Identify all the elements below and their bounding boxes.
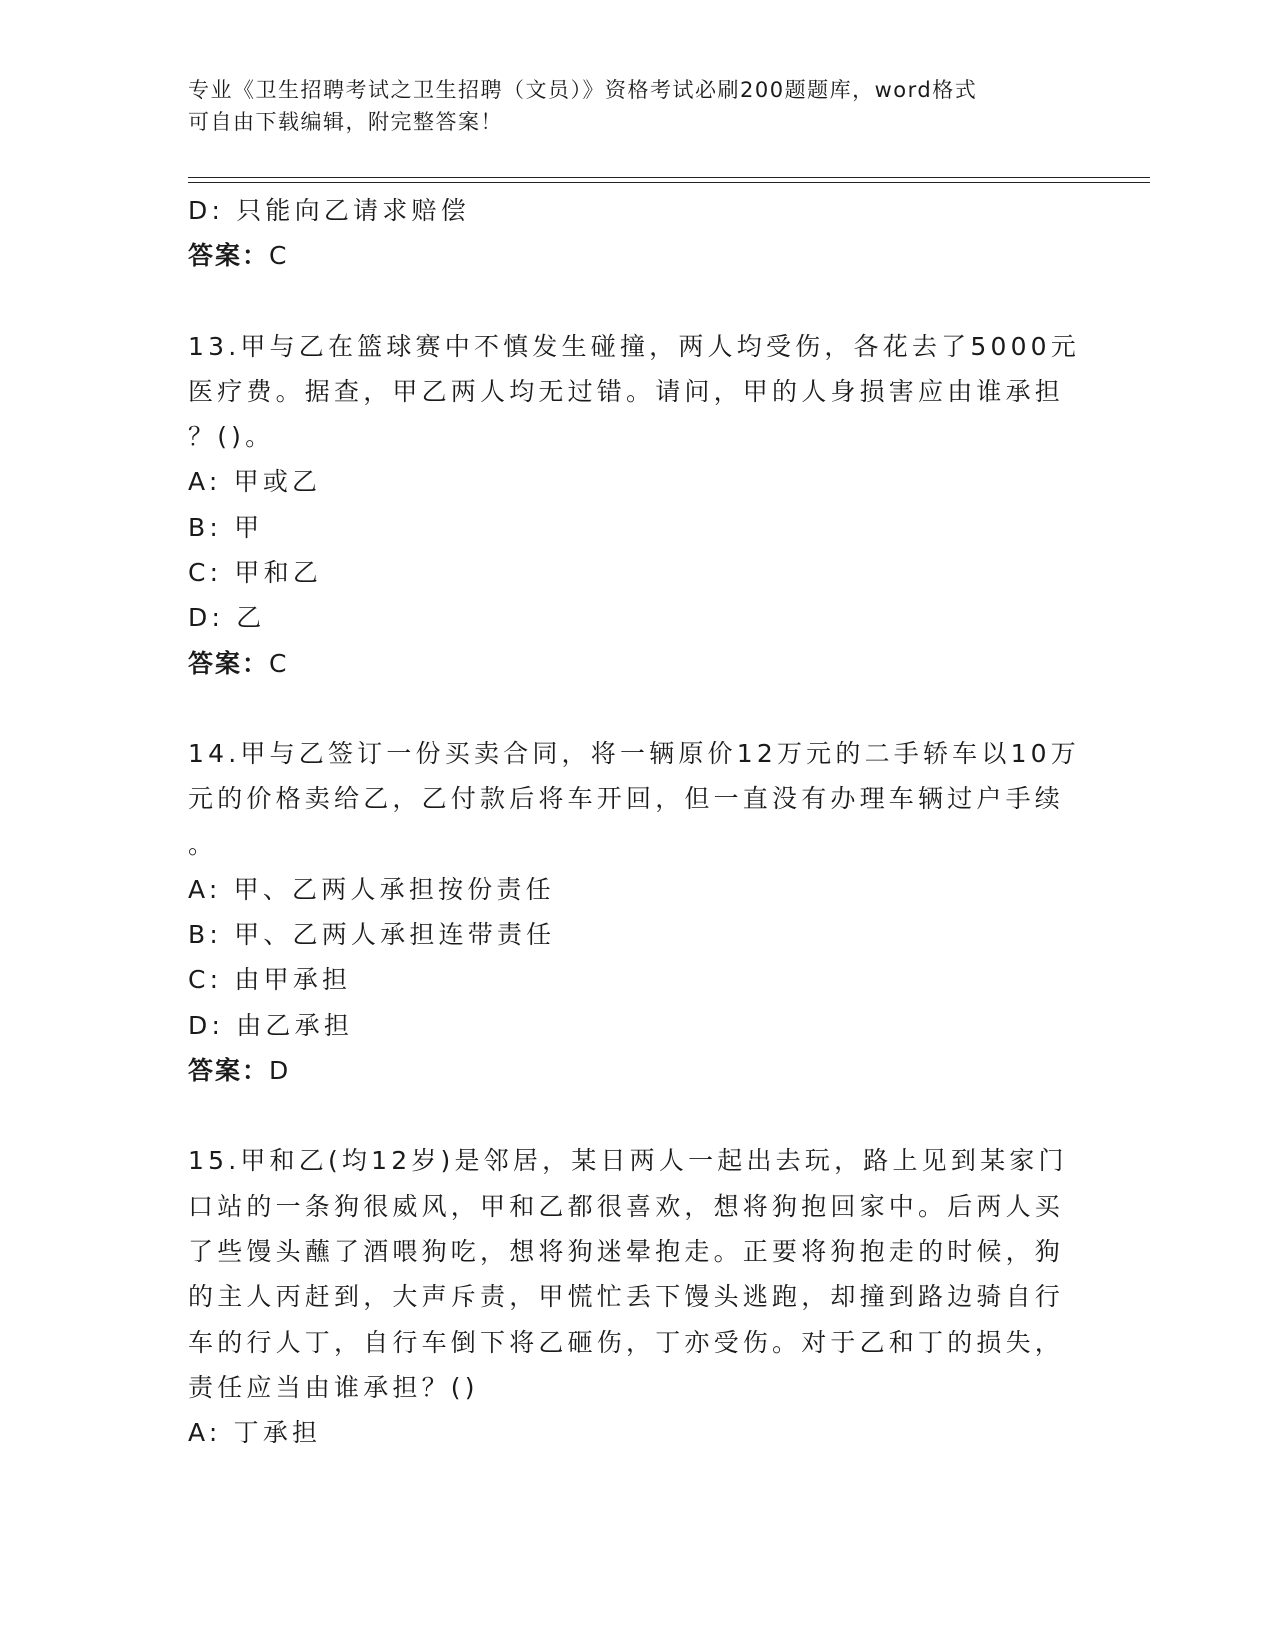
header-line-1: 专业《卫生招聘考试之卫生招聘（文员）》资格考试必刷200题题库，word格式: [188, 78, 978, 102]
header-divider-thin: [188, 182, 1150, 183]
option-d: D: 乙: [188, 603, 266, 633]
option-a: A: 甲、乙两人承担按份责任: [188, 874, 555, 904]
question-15: [188, 1138, 1068, 1455]
prev-option-d: D: 只能向乙请求赔偿: [188, 196, 470, 225]
prev-answer: [188, 233, 1068, 278]
option-c: C: 甲和乙: [188, 558, 323, 588]
question-text-line: 14.甲与乙签订一份买卖合同，将一辆原价12万元的二手轿车以10万: [188, 738, 1080, 768]
question-text-line: 的主人丙赶到，大声斥责，甲慌忙丢下馒头逃跑，却撞到路边骑自行: [188, 1282, 1065, 1312]
question-text-line: 车的行人丁，自行车倒下将乙砸伤，丁亦受伤。对于乙和丁的损失，: [188, 1327, 1065, 1357]
answer-value: D: [269, 1056, 291, 1086]
question-text-line: 责任应当由谁承担？(): [188, 1372, 479, 1402]
question-text-line: 13.甲与乙在篮球赛中不慎发生碰撞，两人均受伤，各花去了5000元: [188, 331, 1080, 361]
option-b: B: 甲: [188, 512, 264, 542]
question-text-line: 。: [188, 829, 218, 859]
question-text-line: ？()。: [188, 422, 275, 452]
option-d: D: 由乙承担: [188, 1010, 354, 1040]
answer-label: 答案：: [188, 1056, 270, 1086]
option-a: A: 甲或乙: [188, 467, 322, 497]
option-b: B: 甲、乙两人承担连带责任: [188, 920, 556, 950]
answer: [188, 641, 1068, 686]
question-text-line: 元的价格卖给乙，乙付款后将车开回，但一直没有办理车辆过户手续: [188, 784, 1065, 814]
document-header: [188, 74, 1068, 138]
question-14: [188, 731, 1080, 1093]
header-divider-thick: [188, 177, 1150, 178]
question-13: [188, 324, 1080, 686]
answer: [188, 1048, 1068, 1093]
question-text-line: 医疗费。据查，甲乙两人均无过错。请问，甲的人身损害应由谁承担: [188, 376, 1065, 406]
option-c: C: 由甲承担: [188, 965, 352, 995]
answer-value: C: [269, 241, 289, 271]
answer-label: 答案：: [188, 241, 270, 271]
question-content: [188, 188, 1080, 1455]
question-text-line: 了些馒头蘸了酒喂狗吃，想将狗迷晕抱走。正要将狗抱走的时候，狗: [188, 1236, 1065, 1266]
question-text-line: 口站的一条狗很威风，甲和乙都很喜欢，想将狗抱回家中。后两人买: [188, 1191, 1065, 1221]
option-a: A: 丁承担: [188, 1418, 322, 1448]
spacer: [188, 279, 1068, 324]
answer-label: 答案：: [188, 648, 270, 678]
header-line-2: 可自由下载编辑，附完整答案！: [188, 110, 503, 134]
question-text-line: 15.甲和乙(均12岁)是邻居，某日两人一起出去玩，路上见到某家门: [188, 1146, 1068, 1176]
spacer: [188, 1093, 1068, 1138]
spacer: [188, 686, 1068, 731]
answer-value: C: [269, 648, 289, 678]
